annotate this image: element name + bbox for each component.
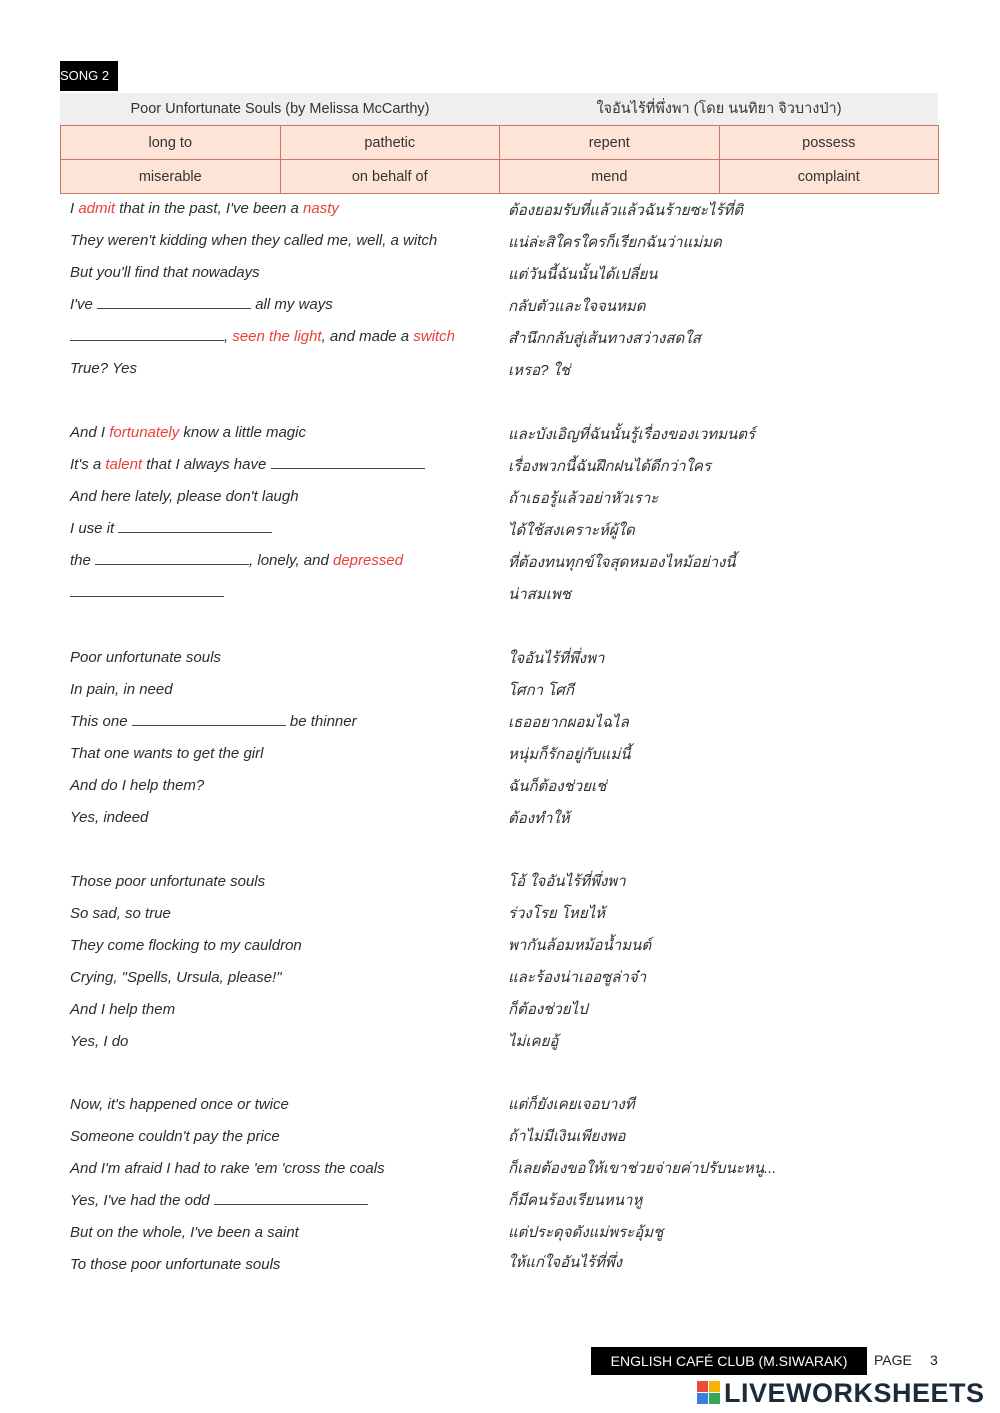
lyric-text: , lonely, and [249, 552, 333, 569]
lyric-line-th: และบังเอิญที่ฉันนั้นรู้เรื่องของเวทมนตร์ [508, 426, 756, 443]
thai-title: ใจอันไร้ที่พึ่งพา (โดย นนทิยา จิวบางป่า) [596, 101, 842, 117]
lyric-line-en [70, 200, 339, 217]
lyric-line-en [70, 552, 403, 569]
lyric-line-th: ได้ใช้สงเคราะห์ผู้ใด [508, 522, 635, 539]
lyric-line-en: Yes, I do [70, 1033, 129, 1050]
song-label: SONG 2 [60, 61, 118, 91]
lyric-line-en: They come flocking to my cauldron [70, 937, 302, 954]
lyric-line-en: And here lately, please don't laugh [70, 488, 299, 505]
lyric-text: that in the past, I've been a [115, 200, 304, 217]
lyric-line-en: Now, it's happened once or twice [70, 1096, 289, 1113]
lyric-line-th: ก็เลยต้องขอให้เขาช่วยจ่ายค่าปรับนะหนู... [508, 1160, 777, 1177]
answer-blank[interactable] [70, 329, 224, 341]
lyric-line-en [70, 328, 455, 345]
lyric-line-en: They weren't kidding when they called me, well, a witch [70, 232, 438, 249]
club-name-label: ENGLISH CAFÉ CLUB (M.SIWARAK) [591, 1347, 867, 1375]
lyric-line-th: ต้องยอมรับที่แล้วแล้วฉันร้ายซะไร้ที่ติ [508, 202, 743, 219]
lyric-line-th: และร้องน่าเออซูล่าจ๋า [508, 969, 647, 986]
song-title-bar [60, 93, 938, 125]
highlighted-word: switch [413, 328, 455, 345]
lyric-text: , [224, 328, 233, 345]
lyric-line-en: Crying, "Spells, Ursula, please!" [70, 969, 282, 986]
lyric-line-en: So sad, so true [70, 905, 171, 922]
vocab-row [61, 126, 939, 160]
lyric-line-th: ถ้าไม่มีเงินเพียงพอ [508, 1128, 626, 1145]
lyric-text: I use it [70, 520, 119, 537]
lyric-line-th: แน่ล่ะสิใครใครก็เรียกฉันว่าแม่มด [508, 234, 722, 251]
lyric-line-en: And do I help them? [70, 777, 205, 794]
answer-blank[interactable] [214, 1193, 368, 1205]
lyric-text: This one [70, 713, 132, 730]
vocab-word: on behalf of [280, 160, 500, 194]
lyric-line-th: ให้แก่ใจอันไร้ที่พึ่ง [508, 1254, 623, 1271]
lyric-line-th: ต้องทำให้ [508, 810, 570, 827]
lyric-line-en: In pain, in need [70, 681, 173, 698]
lyric-text: And I [70, 424, 110, 441]
lyric-line-th: ก็ต้องช่วยไป [508, 1001, 588, 1018]
lyric-line-en [70, 1192, 368, 1209]
answer-blank[interactable] [271, 457, 425, 469]
page-number: 3 [930, 1352, 938, 1368]
lyric-line-en: But on the whole, I've been a saint [70, 1224, 299, 1241]
vocab-word: miserable [61, 160, 281, 194]
vocab-word: mend [500, 160, 720, 194]
lyric-line-th: น่าสมเพช [508, 586, 571, 603]
lyric-line-en [70, 424, 306, 441]
lyric-line-en: Yes, indeed [70, 809, 149, 826]
lyric-text: I [70, 200, 79, 217]
lyric-text: the [70, 552, 96, 569]
lyric-line-en [70, 584, 224, 601]
vocabulary-table [60, 125, 939, 194]
lyric-text: that I always have [142, 456, 271, 473]
lyric-line-en [70, 520, 272, 537]
lyric-line-th: ร่วงโรย โหยไห้ [508, 905, 606, 922]
highlighted-word: nasty [303, 200, 339, 217]
highlighted-word: admit [78, 200, 116, 217]
answer-blank[interactable] [97, 297, 251, 309]
lyric-line-en: But you'll find that nowadays [70, 264, 260, 281]
answer-blank[interactable] [118, 521, 272, 533]
lyric-line-th: ไม่เคยอู้ [508, 1033, 559, 1050]
vocab-word: repent [500, 126, 720, 160]
lyric-line-en: Poor unfortunate souls [70, 649, 221, 666]
lyric-line-en [70, 456, 425, 473]
lyric-line-th: ที่ต้องทนทุกข์ใจสุดหมองไหม้อย่างนี้ [508, 554, 736, 571]
lyric-line-th: ใจอันไร้ที่พึ่งพา [508, 650, 605, 667]
english-title: Poor Unfortunate Souls (by Melissa McCarthy) [130, 101, 430, 117]
lyric-line-th: พากันล้อมหม้อน้ำมนต์ [508, 937, 652, 954]
lyric-line-en: Those poor unfortunate souls [70, 873, 266, 890]
lyric-text: I've [70, 296, 98, 313]
lyric-line-en: And I'm afraid I had to rake 'em 'cross the coals [70, 1160, 385, 1177]
lyric-line-th: หนุ่มก็รักอยู่กับแม่นี้ [508, 746, 631, 763]
lyric-line-en: Someone couldn't pay the price [70, 1128, 280, 1145]
lyric-line-th: ถ้าเธอรู้แล้วอย่าหัวเราะ [508, 490, 659, 507]
lyric-line-en [70, 713, 357, 730]
lyric-line-th: เหรอ? ใช่ [508, 362, 571, 379]
highlighted-word: fortunately [109, 424, 180, 441]
lyric-line-en [70, 296, 333, 313]
lyric-text: all my ways [251, 296, 333, 313]
answer-blank[interactable] [70, 585, 224, 597]
highlighted-word: talent [105, 456, 143, 473]
lyric-line-th: แต่ก็ยังเคยเจอบางที [508, 1096, 635, 1113]
vocab-word: long to [61, 126, 281, 160]
lyric-text: Yes, I've had the odd [70, 1192, 214, 1209]
vocab-word: possess [719, 126, 939, 160]
lyric-text: It's a [70, 456, 106, 473]
lyric-line-th: แต่วันนี้ฉันนั้นได้เปลี่ยน [508, 266, 658, 283]
lyric-line-th: สำนึกกลับสู่เส้นทางสว่างสดใส [508, 330, 701, 347]
highlighted-word: depressed [332, 552, 404, 569]
lyric-text: be thinner [285, 713, 357, 730]
lyric-line-th: เรื่องพวกนี้ฉันฝึกฝนได้ดีกว่าใคร [508, 458, 711, 475]
lyric-line-th: แต่ประดุจดังแม่พระอุ้มชู [508, 1224, 664, 1241]
lyric-text: know a little magic [179, 424, 306, 441]
vocab-word: pathetic [280, 126, 500, 160]
answer-blank[interactable] [132, 714, 286, 726]
lyric-line-th: เธออยากผอมไฉไล [508, 714, 629, 731]
lyric-text: , and made a [321, 328, 414, 345]
liveworksheets-brand: LIVEWORKSHEETS [724, 1378, 985, 1408]
lyric-line-en: True? Yes [70, 360, 137, 377]
page-label: PAGE [874, 1352, 912, 1368]
highlighted-word: seen the light [232, 328, 322, 345]
lyric-line-en: That one wants to get the girl [70, 745, 264, 762]
lyric-line-th: ฉันก็ต้องช่วยเช่ [508, 778, 607, 795]
lyric-line-th: กลับตัวและใจจนหมด [508, 298, 646, 315]
vocab-word: complaint [719, 160, 939, 194]
lyric-line-th: โศกา โศกี [508, 682, 574, 699]
lyric-line-en: To those poor unfortunate souls [70, 1256, 281, 1273]
lyric-line-th: ก็มีคนร้องเรียนหนาหู [508, 1192, 643, 1209]
answer-blank[interactable] [95, 553, 249, 565]
vocab-row [61, 160, 939, 194]
liveworksheets-logo-icon [697, 1381, 721, 1405]
lyric-line-en: And I help them [70, 1001, 176, 1018]
lyric-line-th: โอ้ ใจอันไร้ที่พึ่งพา [508, 873, 626, 890]
